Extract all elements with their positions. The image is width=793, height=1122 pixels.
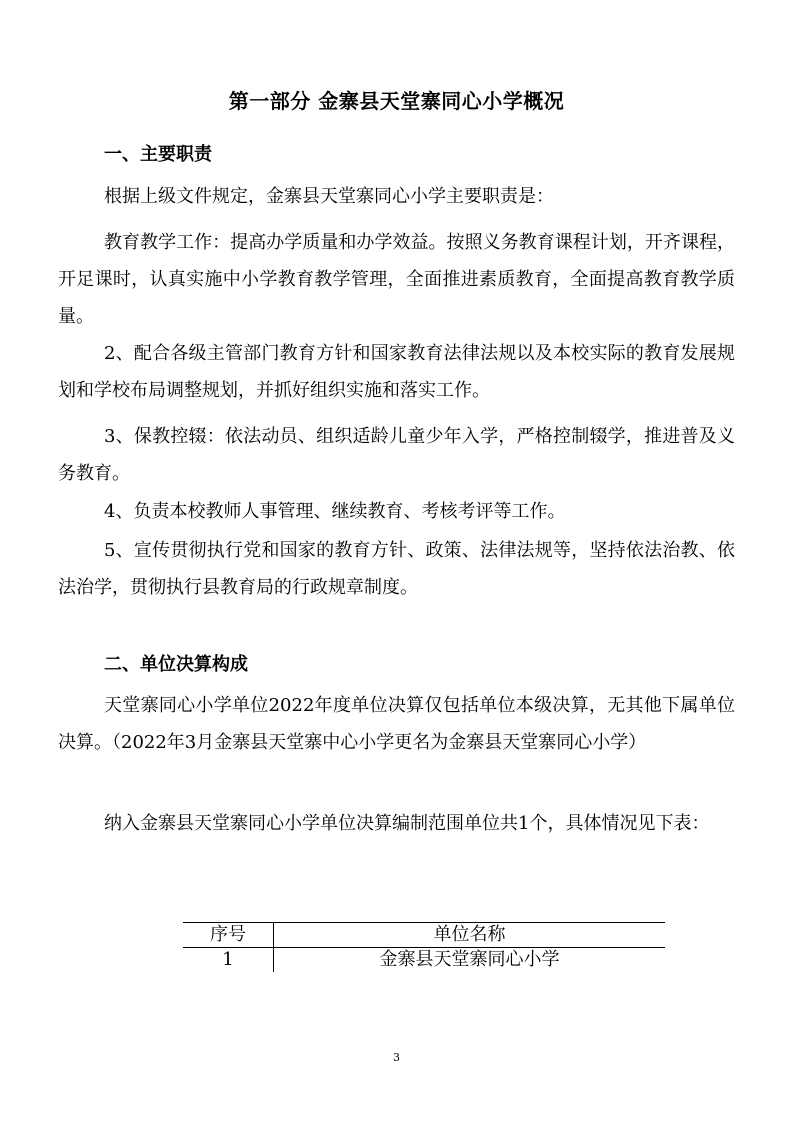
column-header-index: 序号 bbox=[183, 923, 274, 948]
section-heading-duties: 一、主要职责 bbox=[104, 144, 212, 165]
duty-item-4: 4、负责本校教师人事管理、继续教育、考核考评等工作。 bbox=[104, 501, 566, 522]
units-table bbox=[183, 922, 665, 972]
column-header-unit-name: 单位名称 bbox=[274, 923, 666, 948]
table-cell-index: 1 bbox=[183, 948, 274, 973]
duties-intro-paragraph: 根据上级文件规定，金寨县天堂寨同心小学主要职责是： bbox=[104, 186, 554, 207]
table-row bbox=[183, 948, 665, 973]
duty-item-2: 2、配合各级主管部门教育方针和国家教育法律法规以及本校实际的教育发展规划和学校布局调整规划，并抓好组织实施和落实工作。 bbox=[58, 343, 735, 401]
section-heading-composition: 二、单位决算构成 bbox=[104, 654, 248, 675]
scope-paragraph: 纳入金寨县天堂寨同心小学单位决算编制范围单位共1个，具体情况见下表： bbox=[104, 813, 710, 834]
duty-item-3: 3、保教控辍：依法动员、组织适龄儿童少年入学，严格控制辍学，推进普及义务教育。 bbox=[58, 426, 735, 484]
duty-item-teaching: 教育教学工作：提高办学质量和办学效益。按照义务教育课程计划，开齐课程，开足课时，认真实施中小学教育教学管理，全面推进素质教育，全面提高教育教学质量。 bbox=[58, 232, 735, 327]
table-cell-unit-name: 金寨县天堂寨同心小学 bbox=[274, 948, 666, 973]
composition-paragraph: 天堂寨同心小学单位2022年度单位决算仅包括单位本级决算，无其他下属单位决算。（2022年3月金寨县天堂寨中心小学更名为金寨县天堂寨同心小学） bbox=[58, 695, 735, 753]
page-title: 第一部分 金寨县天堂寨同心小学概况 bbox=[228, 89, 565, 113]
page-number: 3 bbox=[393, 1051, 400, 1064]
duty-item-5: 5、宣传贯彻执行党和国家的教育方针、政策、法律法规等，坚持依法治教、依法治学，贯彻执行县教育局的行政规章制度。 bbox=[58, 540, 735, 598]
table-header-row bbox=[183, 923, 665, 948]
